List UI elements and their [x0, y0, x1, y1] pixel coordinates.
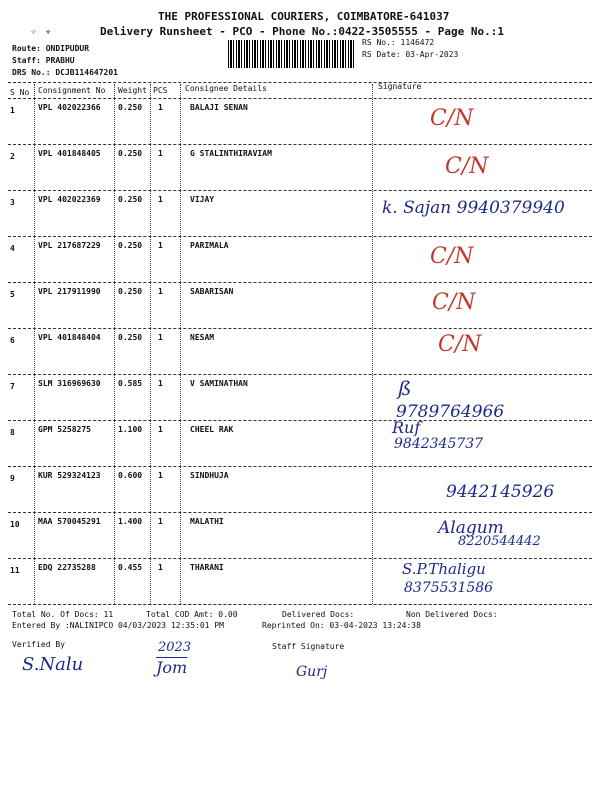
- weight: 0.250: [118, 149, 143, 158]
- consignment-no: VPL 401848405: [38, 149, 101, 158]
- table-row: [0, 376, 600, 422]
- row-sno: 8: [10, 428, 15, 437]
- route-label: Route: ONDIPUDUR: [12, 44, 90, 53]
- row-rule: [8, 420, 592, 421]
- row-rule: [8, 282, 592, 283]
- recipient-phone: 8220544442: [458, 534, 541, 549]
- consignment-no: KUR 529324123: [38, 471, 101, 480]
- pcs: 1: [158, 563, 163, 572]
- pcs: 1: [158, 241, 163, 250]
- table-row: [0, 514, 600, 560]
- reprinted-on: Reprinted On: 03-04-2023 13:24:38: [262, 621, 421, 630]
- table-row: [0, 238, 600, 284]
- table-row: [0, 560, 600, 606]
- recipient-signature: Ruf: [392, 418, 421, 437]
- consignment-no: EDQ 22735288: [38, 563, 96, 572]
- consignee-details: G STALINTHIRAVIAM: [190, 149, 272, 158]
- row-rule: [8, 466, 592, 467]
- table-row: [0, 330, 600, 376]
- row-sno: 10: [10, 520, 20, 529]
- consignee-details: V SAMINATHAN: [190, 379, 248, 388]
- row-sno: 1: [10, 106, 15, 115]
- row-sno: 11: [10, 566, 20, 575]
- recipient-phone: 9789764966: [396, 402, 505, 422]
- consignment-no: GPM 5258275: [38, 425, 91, 434]
- pcs: 1: [158, 333, 163, 342]
- row-rule: [8, 190, 592, 191]
- header-bottom-rule: [8, 98, 592, 99]
- row-rule: [8, 374, 592, 375]
- pcs: 1: [158, 103, 163, 112]
- entered-by: Entered By :NALINIPCO 04/03/2023 12:35:01 PM: [12, 621, 224, 630]
- row-sno: 9: [10, 474, 15, 483]
- row-sno: 2: [10, 152, 15, 161]
- recipient-signature: 9442145926: [446, 482, 555, 502]
- consignee-details: BALAJI SENAN: [190, 103, 248, 112]
- consignment-no: VPL 401848404: [38, 333, 101, 342]
- table-row: [0, 100, 600, 146]
- consignee-details: SINDHUJA: [190, 471, 229, 480]
- consignment-no: VPL 402022366: [38, 103, 101, 112]
- verified-signature: S.Nalu: [22, 654, 84, 675]
- row-sno: 5: [10, 290, 15, 299]
- consignment-no: VPL 217911990: [38, 287, 101, 296]
- runsheet-subtitle: Delivery Runsheet - PCO - Phone No.:0422-3505555 - Page No.:1: [100, 25, 504, 38]
- non-delivered-docs: Non Delivered Docs:: [406, 610, 498, 619]
- pcs: 1: [158, 379, 163, 388]
- col-weight: Weight: [118, 86, 147, 95]
- weight: 0.250: [118, 333, 143, 342]
- recipient-signature: C/N: [432, 290, 476, 315]
- rs-number: RS No.: 1146472: [362, 38, 435, 47]
- consignment-no: SLM 316969630: [38, 379, 101, 388]
- recipient-signature: C/N: [445, 154, 489, 179]
- recipient-signature: C/N: [430, 244, 474, 269]
- col-pcs: PCS: [153, 86, 168, 95]
- weight: 0.250: [118, 287, 143, 296]
- consignee-details: NESAM: [190, 333, 215, 342]
- recipient-signature: C/N: [438, 332, 482, 357]
- staff-signature-label: Staff Signature: [272, 642, 345, 651]
- row-rule: [8, 236, 592, 237]
- table-row: [0, 192, 600, 238]
- total-cod: Total COD Amt: 0.00: [146, 610, 238, 619]
- table-row: [0, 468, 600, 514]
- staff-label: Staff: PRABHU: [12, 56, 75, 65]
- recipient-phone: 9842345737: [394, 436, 484, 452]
- weight: 0.585: [118, 379, 143, 388]
- recipient-signature: S.P.Thaligu: [402, 560, 486, 578]
- barcode: [228, 40, 356, 68]
- pcs: 1: [158, 149, 163, 158]
- row-rule: [8, 512, 592, 513]
- row-sno: 7: [10, 382, 15, 391]
- pcs: 1: [158, 425, 163, 434]
- col-consignee: Consignee Details: [185, 84, 267, 93]
- pcs: 1: [158, 287, 163, 296]
- pcs: 1: [158, 195, 163, 204]
- consignee-details: CHEEL RAK: [190, 425, 234, 434]
- col-consignment: Consignment No: [38, 86, 106, 95]
- weight: 1.400: [118, 517, 143, 526]
- consignment-no: MAA 570045291: [38, 517, 101, 526]
- scan-mark: ✧ ✦: [30, 24, 52, 38]
- rs-date: RS Date: 03-Apr-2023: [362, 50, 459, 59]
- company-title: THE PROFESSIONAL COURIERS, COIMBATORE-641037: [158, 10, 450, 23]
- consignee-details: MALATHI: [190, 517, 224, 526]
- header-top-rule: [8, 82, 592, 83]
- row-sno: 3: [10, 198, 15, 207]
- recipient-signature: ß: [398, 376, 412, 400]
- consignee-details: VIJAY: [190, 195, 215, 204]
- row-rule: [8, 328, 592, 329]
- row-rule: [8, 144, 592, 145]
- weight: 0.250: [118, 103, 143, 112]
- pcs: 1: [158, 517, 163, 526]
- row-sno: 4: [10, 244, 15, 253]
- weight: 1.100: [118, 425, 143, 434]
- weight: 0.250: [118, 241, 143, 250]
- staff-signature: Gurj: [296, 664, 328, 680]
- consignee-details: THARANI: [190, 563, 224, 572]
- row-sno: 6: [10, 336, 15, 345]
- drs-number: DRS No.: DCJB114647201: [12, 68, 118, 77]
- recipient-signature: C/N: [430, 106, 474, 131]
- pcs: 1: [158, 471, 163, 480]
- consignee-details: PARIMALA: [190, 241, 229, 250]
- weight: 0.455: [118, 563, 143, 572]
- footer-rule: [8, 604, 592, 605]
- verified-by-label: Verified By: [12, 640, 65, 649]
- col-sno: S No: [10, 88, 30, 97]
- weight: 0.250: [118, 195, 143, 204]
- recipient-signature: Alagum: [438, 518, 504, 538]
- consignment-no: VPL 402022369: [38, 195, 101, 204]
- consignee-details: SABARISAN: [190, 287, 234, 296]
- row-rule: [8, 558, 592, 559]
- col-signature: Signature: [378, 82, 422, 91]
- consignment-no: VPL 217687229: [38, 241, 101, 250]
- middle-signature-top: 2023: [158, 640, 192, 655]
- total-docs: Total No. Of Docs: 11: [12, 610, 114, 619]
- recipient-signature: k. Sajan 9940379940: [382, 198, 565, 218]
- table-row: [0, 284, 600, 330]
- table-row: [0, 418, 600, 468]
- delivered-docs: Delivered Docs:: [282, 610, 355, 619]
- weight: 0.600: [118, 471, 143, 480]
- table-row: [0, 146, 600, 192]
- recipient-phone: 8375531586: [404, 580, 494, 596]
- middle-signature-bottom: $\overline{Jom}$: [156, 658, 188, 677]
